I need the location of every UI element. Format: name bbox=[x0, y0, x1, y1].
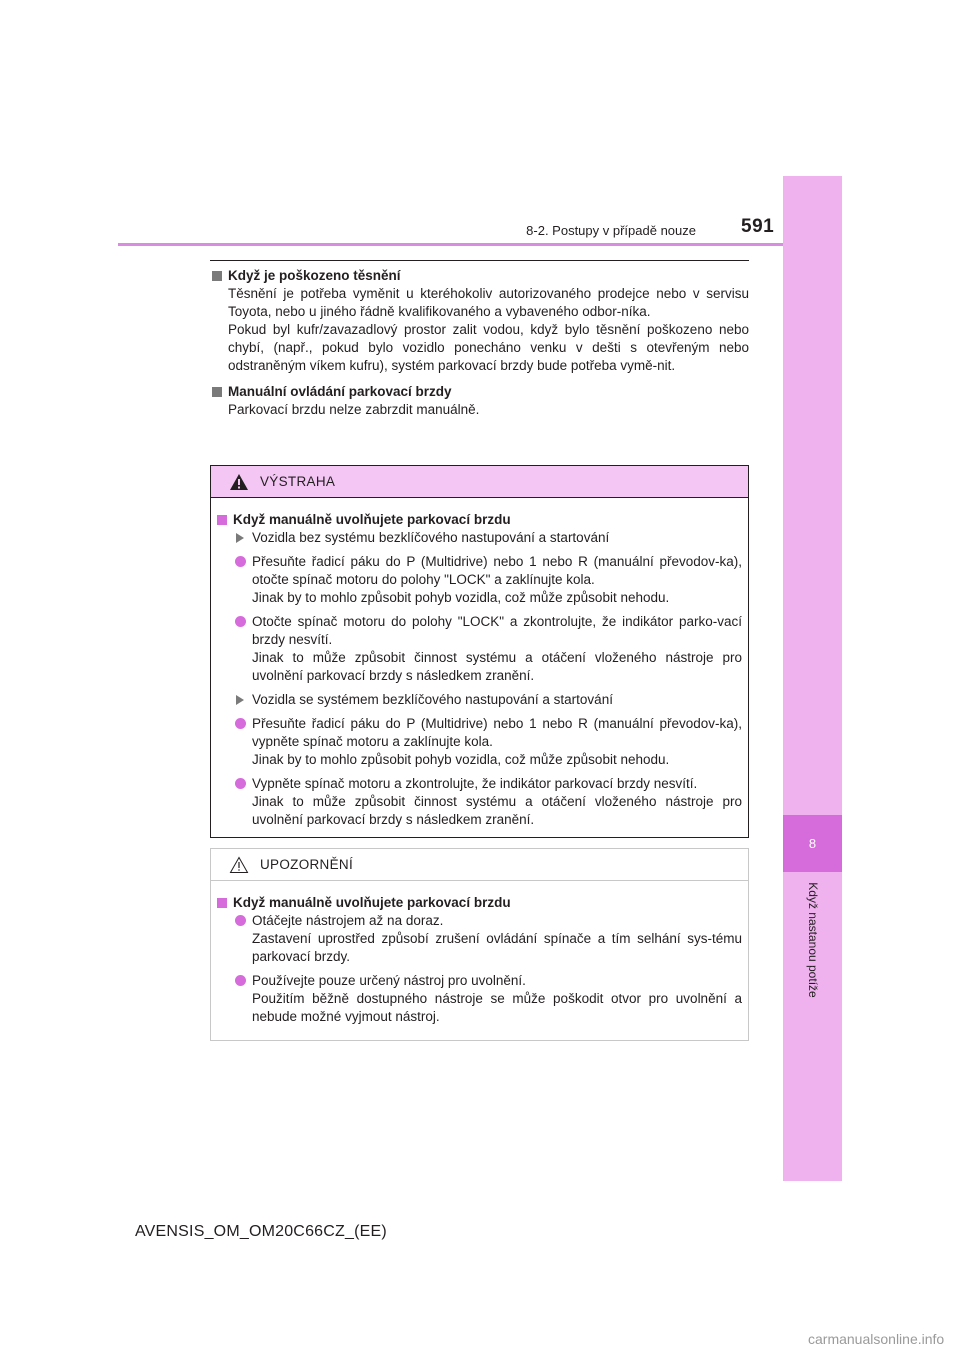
warning-body bbox=[211, 498, 748, 829]
watermark: carmanualsonline.info bbox=[808, 1331, 945, 1347]
list-item: Přesuňte řadicí páku do P (Multidrive) nebo 1 nebo R (manuální převodov-ka), vypněte spínač motoru a zaklínujte kola. Jinak by to mohlo způsobit pohyb vozidla, což může způsobit nehodu. bbox=[235, 715, 742, 769]
round-bullet-icon bbox=[235, 556, 246, 567]
round-bullet-icon bbox=[235, 718, 246, 729]
triangle-bullet-icon bbox=[236, 533, 244, 543]
document-code: AVENSIS_OM_OM20C66CZ_(EE) bbox=[135, 1223, 387, 1240]
round-bullet-icon bbox=[235, 975, 246, 986]
content-top-rule bbox=[210, 260, 749, 261]
vehicle-type-item: Vozidla bez systému bezklíčového nastupování a startování bbox=[235, 529, 742, 547]
subsection-body bbox=[210, 285, 749, 375]
caution-heading: Když manuálně uvolňujete parkovací brzdu bbox=[217, 894, 742, 912]
list-item: Otáčejte nástrojem až na doraz. Zastavení uprostřed způsobí zrušení ovládání spínače a tím selhání sys-tému parkovací brzdy. bbox=[235, 912, 742, 966]
square-bullet-icon bbox=[212, 387, 222, 397]
caution-body bbox=[211, 881, 748, 1026]
list-item: Vypněte spínač motoru a zkontrolujte, že indikátor parkovací brzdy nesvítí. Jinak to může způsobit činnost systému a otáčení vloženého nástroje pro uvolnění parkovací brzdy s následkem zranění. bbox=[235, 775, 742, 829]
paragraph: Těsnění je potřeba vyměnit u kteréhokoliv autorizovaného prodejce nebo v servisu Toyota, nebo u jiného řádně kvalifikovaného a vybaveného odbor-níka. bbox=[228, 286, 749, 319]
warning-header bbox=[211, 466, 748, 498]
warning-label: VÝSTRAHA bbox=[260, 473, 336, 489]
warning-triangle-icon bbox=[229, 473, 249, 491]
chapter-side-tab bbox=[783, 176, 842, 1181]
vehicle-type-item: Vozidla se systémem bezklíčového nastupování a startování bbox=[235, 691, 742, 709]
paragraph: Pokud byl kufr/zavazadlový prostor zalit vodou, když bylo těsnění poškozeno nebo chybí, (např., pokud bylo vozidlo ponecháno venku v dešti s otevřeným nebo odstraněným víkem kufru), systém parkovací brzdy bude potřeba vymě-nit. bbox=[228, 322, 749, 373]
subsection-heading: Manuální ovládání parkovací brzdy bbox=[210, 383, 749, 401]
caution-box bbox=[210, 848, 749, 1041]
paragraph: Parkovací brzdu nelze zabrzdit manuálně. bbox=[228, 402, 480, 417]
square-bullet-icon bbox=[212, 271, 222, 281]
round-bullet-icon bbox=[235, 915, 246, 926]
chapter-title-vertical: Když nastanou potíže bbox=[806, 882, 820, 998]
caution-header bbox=[211, 849, 748, 881]
list-item: Používejte pouze určený nástroj pro uvolnění. Použitím běžně dostupného nástroje se může poškodit otvor pro uvolnění a nebude možné vyjmout nástroj. bbox=[235, 972, 742, 1026]
list-item: Přesuňte řadicí páku do P (Multidrive) nebo 1 nebo R (manuální převodov-ka), otočte spínač motoru do polohy "LOCK" a zaklínujte kola. Jinak by to mohlo způsobit pohyb vozidla, což může způsobit nehodu. bbox=[235, 553, 742, 607]
page-number: 591 bbox=[741, 216, 775, 237]
list-item: Otočte spínač motoru do polohy "LOCK" a zkontrolujte, že indikátor parko-vací brzdy nesvítí. Jinak to může způsobit činnost systému a otáčení vloženého nástroje pro uvolnění parkovací brzdy s následkem zranění. bbox=[235, 613, 742, 685]
header-rule bbox=[118, 243, 783, 246]
round-bullet-icon bbox=[235, 616, 246, 627]
chapter-number: 8 bbox=[808, 836, 817, 851]
round-bullet-icon bbox=[235, 778, 246, 789]
caution-label: UPOZORNĚNÍ bbox=[260, 856, 354, 872]
subsection-body bbox=[210, 401, 749, 419]
triangle-bullet-icon bbox=[236, 695, 244, 705]
warning-box bbox=[210, 465, 749, 838]
warning-heading: Když manuálně uvolňujete parkovací brzdu bbox=[217, 511, 742, 529]
square-bullet-icon bbox=[217, 898, 227, 908]
subsection-heading: Když je poškozeno těsnění bbox=[210, 267, 749, 285]
intro-content bbox=[210, 267, 749, 419]
chapter-number-tab bbox=[783, 815, 842, 872]
square-bullet-icon bbox=[217, 515, 227, 525]
section-title: 8-2. Postupy v případě nouze bbox=[526, 223, 696, 238]
caution-triangle-icon bbox=[229, 856, 249, 874]
